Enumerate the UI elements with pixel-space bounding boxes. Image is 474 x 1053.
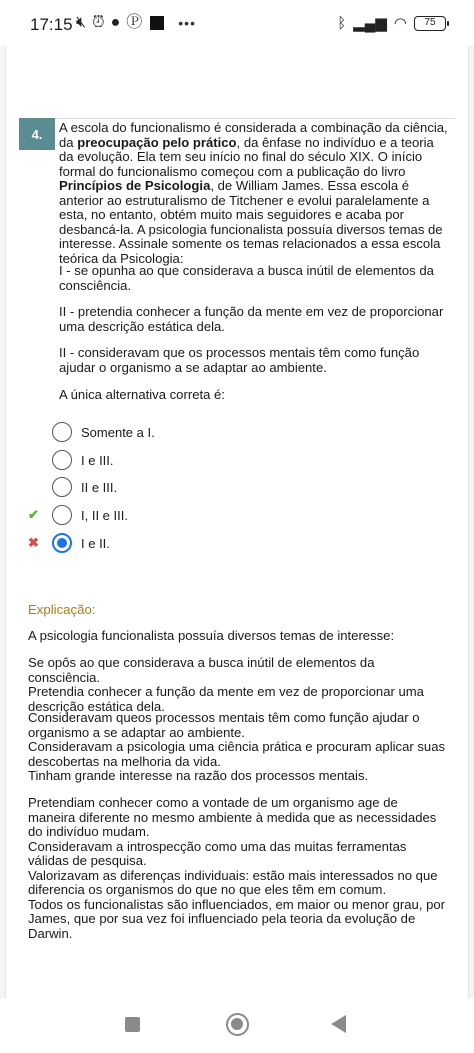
question-divider (55, 118, 455, 119)
option-label: Somente a I. (81, 424, 155, 440)
explanation-paragraph (28, 796, 448, 941)
explanation-line: Valorizavam as diferenças individuais: estão mais interessados no que diferencia os organismos do que no que eles têm em comum. (28, 867, 438, 897)
explanation-line: Consideravam queos processos mentais têm como função ajudar o organismo a se adaptar ao ambiente. (28, 710, 420, 740)
explanation-paragraph: A psicologia funcionalista possuía diversos temas de interesse: (28, 628, 395, 643)
pinterest-icon: Ⓟ (126, 14, 143, 31)
explanation-line: Se opôs ao que considerava a busca inútil de elementos da consciência. (28, 655, 375, 685)
option-label: I, II e III. (81, 507, 128, 523)
radio-button[interactable] (52, 477, 72, 497)
battery-icon: 75 (414, 16, 446, 31)
globe-icon: ● (110, 14, 121, 31)
explanation-paragraph (28, 656, 448, 714)
book-title: Princípios de Psicologia (59, 178, 211, 193)
incorrect-cross-icon: ✖ (28, 535, 39, 550)
explanation-title: Explicação: (28, 602, 96, 617)
mute-icon: 🔇︎ (76, 14, 87, 31)
alarm-icon: ⏰︎ (92, 14, 105, 31)
question-statement (59, 121, 452, 266)
explanation-line: Pretendia conhecer a função da mente em vez de proporcionar uma descrição estática dela. (28, 684, 424, 714)
radio-button-selected[interactable] (52, 533, 72, 553)
radio-button[interactable] (52, 422, 72, 442)
bluetooth-icon: ᛒ (337, 14, 347, 32)
radio-button[interactable] (52, 450, 72, 470)
correct-check-icon: ✔ (28, 507, 39, 522)
status-icons-left (76, 13, 196, 33)
option-label: II e III. (81, 479, 118, 495)
statement-item-2: II - pretendia conhecer a função da mente em vez de proporcionar uma descrição estática dela. (59, 304, 444, 334)
statement-bold: preocupação pelo prático (77, 134, 237, 150)
option-e[interactable] (52, 532, 110, 554)
status-icons-right (337, 14, 446, 32)
option-b[interactable] (52, 449, 114, 471)
explanation-line: Pretendiam conhecer como a vontade de um organismo age de maneira diferente no mesmo ambiente à medida que as necessidades do indivíduo mudam. (28, 795, 437, 839)
explanation-line: Todos os funcionalistas são influenciados, em maior ou menor grau, por James, que por sua vez foi influenciado pela teoria da evolução de Darwin. (28, 896, 446, 941)
more-icon: ••• (178, 15, 196, 31)
home-icon[interactable] (226, 1013, 249, 1036)
status-bar (0, 0, 474, 46)
option-label: I e II. (81, 535, 110, 551)
option-d[interactable] (52, 504, 128, 526)
signal-icon: ▂▄▆ (353, 15, 387, 32)
explanation-paragraph (28, 711, 448, 784)
question-prompt: A única alternativa correta é: (59, 387, 225, 402)
recent-apps-icon[interactable] (125, 1017, 140, 1032)
statement-part: A escola do funcionalismo é considerada a combinação da ciência, da (59, 120, 448, 150)
statement-item-3: II - consideravam que os processos mentais têm como função ajudar o organismo a se adaptar ao ambiente. (59, 345, 420, 375)
option-label: I e III. (81, 452, 114, 468)
option-a[interactable] (52, 421, 155, 443)
explanation-line: Consideravam a introspecção como uma das muitas ferramentas válidas de pesquisa. (28, 838, 407, 868)
back-icon[interactable] (331, 1015, 346, 1033)
option-c[interactable] (52, 476, 117, 498)
status-time: 17:15 (30, 15, 73, 34)
statement-part: , de William James. Essa escola é anterior ao estruturalismo de Titchener e evolui paralelamente a esta, no entanto, obtém muito mais seguidores e acaba por desbancá-la. A psicologia funcionalista possuía diversos temas de interesse. Assinale somente os temas relacionados a essa escola teórica da Psicologia: (59, 178, 443, 266)
radio-button[interactable] (52, 505, 72, 525)
question-number: 4. (19, 118, 55, 150)
app-square-icon (150, 16, 164, 30)
wifi-icon: ◠ (393, 15, 407, 32)
navigation-bar (0, 998, 474, 1053)
statement-item-1: I - se opunha ao que considerava a busca inútil de elementos da consciência. (59, 263, 434, 293)
statement-part: , da ênfase no indivíduo e a teoria da evolução. Ela tem seu início no final do século XIX. O início formal do funcionalismo começou com a publicação do livro (59, 134, 434, 179)
explanation-line: Consideravam a psicologia uma ciência prática e procuram aplicar suas descobertas na melhoria da vida. (28, 739, 446, 769)
explanation-line: Tinham grande interesse na razão dos processos mentais. (28, 768, 369, 783)
